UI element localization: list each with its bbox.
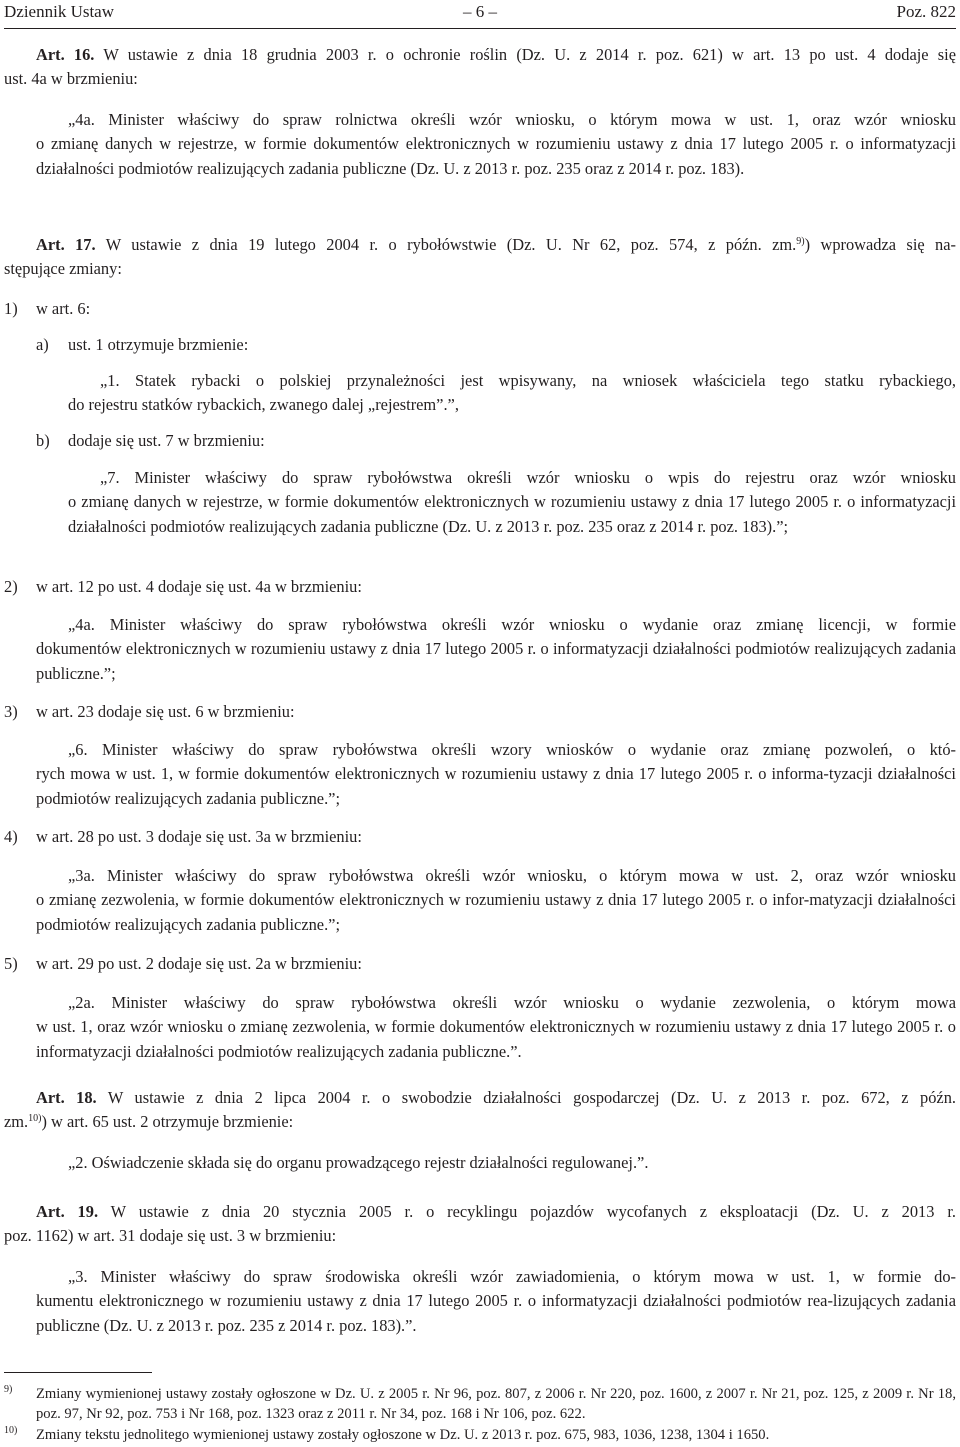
page-number: – 6 – bbox=[463, 2, 497, 21]
point-3-quote-line1: „6. Minister właściwy do spraw rybołówstwa określi wzory wniosków o wydanie oraz zmianę pozwoleń, o któ- bbox=[68, 740, 956, 759]
letter-a-text: ust. 1 otrzymuje brzmienie: bbox=[68, 335, 249, 354]
art-16-text: W ustawie z dnia 18 grudnia 2003 r. o ochronie roślin (Dz. U. z 2014 r. poz. 621) w art. 13 po ust. 4 dodaje się bbox=[103, 45, 956, 64]
art-16-quote-rest: o zmianę danych w rejestrze, w formie dokumentów elektronicznych w rozumieniu ustawy z dnia 17 lutego 2005 r. o informatyzacji działalności podmiotów realizujących zadania publiczne (Dz. U. z 2013 r. poz. 235 oraz z 2014 r. poz. 183). bbox=[36, 134, 956, 178]
footnote-10-mark: 10) bbox=[4, 1425, 18, 1436]
art-18-text-a: zm. bbox=[4, 1112, 29, 1131]
point-1-text: w art. 6: bbox=[36, 299, 91, 318]
footnote-9-text: Zmiany wymienionej ustawy zostały ogłoszone w Dz. U. z 2005 r. Nr 96, poz. 807, z 2006 r. Nr 220, poz. 1600, z 2007 r. Nr 21, poz. 125, z 2009 r. Nr 18, poz. 97, Nr 92, poz. 753 i Nr 168, poz. 1323 oraz z 2011 r. Nr 34, poz. 168 i Nr 106, poz. 622. bbox=[36, 1386, 956, 1422]
art-17-intro-line2: stępujące zmiany: bbox=[4, 259, 122, 278]
header-rule bbox=[4, 28, 956, 29]
point-3-text: w art. 23 dodaje się ust. 6 w brzmieniu: bbox=[36, 702, 295, 721]
point-5-quote-line1: „2a. Minister właściwy do spraw rybołówstwa określi wzór wniosku o wydanie zezwolenia, o którym mowa bbox=[68, 993, 956, 1012]
point-4-number: 4) bbox=[4, 827, 18, 846]
art-18-text-b: ) w art. 65 ust. 2 otrzymuje brzmienie: bbox=[41, 1112, 294, 1131]
point-4-quote-line1: „3a. Minister właściwy do spraw rybołówstwa określi wzór wniosku, o którym mowa w ust. 2, oraz wzór wniosku bbox=[68, 866, 956, 885]
letter-a-number: a) bbox=[36, 335, 49, 354]
letter-a-quote-line1: „1. Statek rybacki o polskiej przynależności jest wpisywany, na wniosek właściciela tego statku rybackiego, bbox=[100, 371, 956, 390]
letter-b-quote-rest: o zmianę danych w rejestrze, w formie dokumentów elektronicznych w rozumieniu ustawy z dnia 17 lutego 2005 r. o informatyzacji działalności podmiotów realizujących zadania publiczne (Dz. U. z 2013 r. poz. 235 oraz z 2014 r. poz. 183).”; bbox=[68, 492, 956, 536]
letter-b-number: b) bbox=[36, 431, 50, 450]
point-3-number: 3) bbox=[4, 702, 18, 721]
art-18-label: Art. 18. bbox=[36, 1088, 97, 1107]
art-18-intro-line1 bbox=[36, 1086, 956, 1111]
footnote-9-mark: 9) bbox=[4, 1384, 13, 1395]
page-header bbox=[4, 0, 956, 26]
journal-title: Dziennik Ustaw bbox=[4, 2, 115, 21]
letter-a-quote-line2: do rejestru statków rybackich, zwanego dalej „rejestrem”.”, bbox=[68, 395, 459, 414]
art-17-intro-line1 bbox=[36, 233, 956, 258]
art-19-quote-line1: „3. Minister właściwy do spraw środowiska określi wzór zawiadomienia, o którym mowa w ust. 1, w formie do- bbox=[68, 1267, 956, 1286]
point-2-quote-line1: „4a. Minister właściwy do spraw rybołówstwa określi wzór wniosku o wydanie oraz zmianę licencji, w formie bbox=[68, 615, 956, 634]
art-18-quote: „2. Oświadczenie składa się do organu prowadzącego rejestr działalności regulowanej.”. bbox=[68, 1153, 649, 1172]
point-3-quote-rest: rych mowa w ust. 1, w formie dokumentów elektronicznych w rozumieniu ustawy z dnia 17 lutego 2005 r. o informa-tyzacji działalności podmiotów realizujących zadania publiczne.”; bbox=[36, 764, 956, 808]
footnote-10-text: Zmiany tekstu jednolitego wymienionej ustawy zostały ogłoszone w Dz. U. z 2013 r. poz. 675, 983, 1036, 1238, 1304 i 1650. bbox=[36, 1427, 770, 1443]
point-4-text: w art. 28 po ust. 3 dodaje się ust. 3a w brzmieniu: bbox=[36, 827, 362, 846]
letter-b-text: dodaje się ust. 7 w brzmieniu: bbox=[68, 431, 265, 450]
footnote-rule bbox=[4, 1372, 152, 1373]
point-1-number: 1) bbox=[4, 299, 18, 318]
letter-b-quote-line1: „7. Minister właściwy do spraw rybołówstwa określi wzór wniosku o wpis do rejestru oraz wzór wniosku bbox=[100, 468, 956, 487]
footnote-ref-9[interactable]: 9) bbox=[796, 236, 805, 247]
point-4-quote-rest: o zmianę zezwolenia, w formie dokumentów elektronicznych w rozumieniu ustawy z dnia 17 lutego 2005 r. o infor-matyzacji działalności podmiotów realizujących zadania publiczne.”; bbox=[36, 890, 956, 934]
art-19-quote-rest: kumentu elektronicznego w rozumieniu ustawy z dnia 17 lutego 2005 r. o informatyzacji działalności podmiotów rea-lizujących zadania publiczne (Dz. U. z 2013 r. poz. 235 z 2014 r. poz. 183).”. bbox=[36, 1291, 956, 1335]
art-19-intro-line2: poz. 1162) w art. 31 dodaje się ust. 3 w brzmieniu: bbox=[4, 1226, 337, 1245]
point-5-number: 5) bbox=[4, 954, 18, 973]
art-17-text-a: W ustawie z dnia 19 lutego 2004 r. o rybołówstwie (Dz. U. Nr 62, poz. 574, z późn. zm. bbox=[105, 235, 797, 254]
art-18-text: W ustawie z dnia 2 lipca 2004 r. o swobodzie działalności gospodarczej (Dz. U. z 2013 r. poz. 672, z późn. bbox=[107, 1088, 956, 1107]
point-2-text: w art. 12 po ust. 4 dodaje się ust. 4a w brzmieniu: bbox=[36, 577, 362, 596]
art-18-intro-line2 bbox=[4, 1110, 956, 1135]
point-5-text: w art. 29 po ust. 2 dodaje się ust. 2a w brzmieniu: bbox=[36, 954, 362, 973]
art-16-intro-line1 bbox=[36, 43, 956, 68]
art-17-label: Art. 17. bbox=[36, 235, 96, 254]
art-19-label: Art. 19. bbox=[36, 1202, 99, 1221]
position-number: Poz. 822 bbox=[896, 2, 956, 21]
art-16-label: Art. 16. bbox=[36, 45, 95, 64]
footnote-ref-10[interactable]: 10) bbox=[28, 1113, 42, 1124]
art-16-intro-line2: ust. 4a w brzmieniu: bbox=[4, 69, 138, 88]
art-19-intro-line1 bbox=[36, 1200, 956, 1225]
point-2-number: 2) bbox=[4, 577, 18, 596]
art-17-text-b: ) wprowadza się na- bbox=[804, 235, 956, 254]
point-2-quote-rest: dokumentów elektronicznych w rozumieniu ustawy z dnia 17 lutego 2005 r. o informatyzacji działalności podmiotów realizujących zadania publiczne.”; bbox=[36, 639, 956, 683]
point-5-quote-rest: w ust. 1, oraz wzór wniosku o zmianę zezwolenia, w formie dokumentów elektronicznych w rozumieniu ustawy z dnia 17 lutego 2005 r. o informatyzacji działalności podmiotów realizujących zadania publiczne.”. bbox=[36, 1017, 956, 1061]
art-19-text: W ustawie z dnia 20 stycznia 2005 r. o recyklingu pojazdów wycofanych z eksploatacji (Dz. U. z 2013 r. bbox=[110, 1202, 956, 1221]
art-16-quote-line1: „4a. Minister właściwy do spraw rolnictwa określi wzór wniosku, o którym mowa w ust. 1, oraz wzór wniosku bbox=[68, 110, 956, 129]
